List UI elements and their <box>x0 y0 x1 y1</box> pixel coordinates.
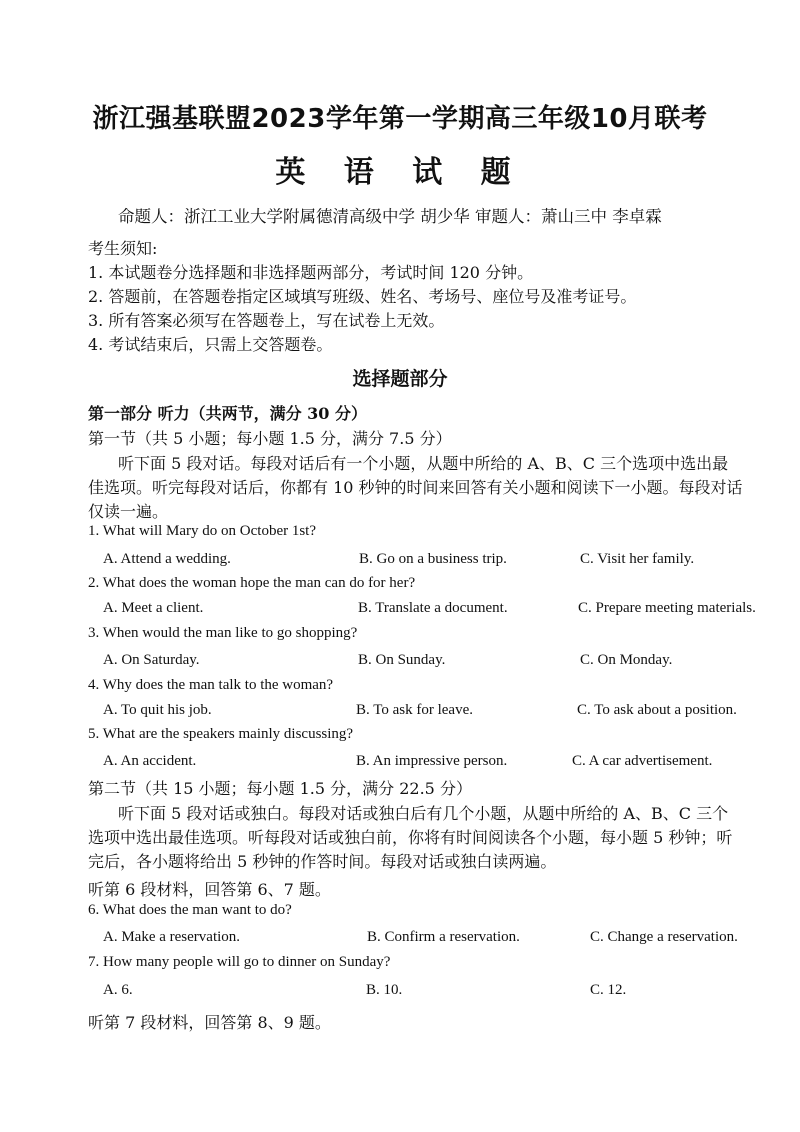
option-c: C. On Monday. <box>580 652 673 668</box>
notice-item: 1. 本试题卷分选择题和非选择题两部分，考试时间 120 分钟。 <box>88 263 534 282</box>
section1-instructions-line: 仅读一遍。 <box>88 502 169 521</box>
option-b: B. 10. <box>366 982 403 998</box>
material-instruction: 听第 7 段材料，回答第 8、9 题。 <box>88 1013 331 1032</box>
section2-heading: 第二节（共 15 小题；每小题 1.5 分，满分 22.5 分） <box>88 779 472 798</box>
exam-subtitle: 英 语 试 题 <box>275 155 525 190</box>
question-stem: 6. What does the man want to do? <box>88 902 292 918</box>
section2-instructions-line: 完后，各小题将给出 5 秒钟的作答时间。每段对话或独白读两遍。 <box>88 852 557 871</box>
option-c: C. Prepare meeting materials. <box>578 600 756 616</box>
exam-authors: 命题人：浙江工业大学附属德清高级中学 胡少华 审题人：萧山三中 李卓霖 <box>118 207 662 226</box>
option-c: C. To ask about a position. <box>577 702 737 718</box>
section2-instructions-line: 听下面 5 段对话或独白。每段对话或独白后有几个小题，从题中所给的 A、B、C 三个 <box>118 804 729 823</box>
notice-item: 3. 所有答案必须写在答题卷上，写在试卷上无效。 <box>88 311 445 330</box>
part1-heading: 第一部分 听力（共两节，满分 30 分） <box>88 404 367 423</box>
option-b: B. On Sunday. <box>358 652 446 668</box>
notice-heading: 考生须知: <box>88 239 158 258</box>
option-c: C. 12. <box>590 982 627 998</box>
option-c: C. Visit her family. <box>580 551 695 567</box>
option-a: A. Attend a wedding. <box>103 551 231 567</box>
material-instruction: 听第 6 段材料，回答第 6、7 题。 <box>88 880 331 899</box>
section-heading: 选择题部分 <box>352 368 448 390</box>
section1-instructions-line: 听下面 5 段对话。每段对话后有一个小题，从题中所给的 A、B、C 三个选项中选出最 <box>118 454 729 473</box>
option-a: A. On Saturday. <box>103 652 200 668</box>
section2-instructions-line: 选项中选出最佳选项。听每段对话或独白前，你将有时间阅读各个小题，每小题 5 秒钟；听 <box>88 828 733 847</box>
option-c: C. A car advertisement. <box>572 753 713 769</box>
option-b: B. An impressive person. <box>356 753 508 769</box>
option-b: B. Confirm a reservation. <box>367 929 520 945</box>
question-stem: 4. Why does the man talk to the woman? <box>88 677 334 693</box>
option-a: A. An accident. <box>103 753 197 769</box>
notice-item: 2. 答题前，在答题卷指定区域填写班级、姓名、考场号、座位号及准考证号。 <box>88 287 637 306</box>
option-b: B. Translate a document. <box>358 600 508 616</box>
notice-item: 4. 考试结束后，只需上交答题卷。 <box>88 335 333 354</box>
section1-instructions-line: 佳选项。听完每段对话后，你都有 10 秒钟的时间来回答有关小题和阅读下一小题。每段对话 <box>88 478 743 497</box>
section1-heading: 第一节（共 5 小题；每小题 1.5 分，满分 7.5 分） <box>88 429 452 448</box>
question-stem: 1. What will Mary do on October 1st? <box>88 523 317 539</box>
exam-title: 浙江强基联盟2023学年第一学期高三年级10月联考 <box>92 104 708 134</box>
option-b: B. Go on a business trip. <box>359 551 507 567</box>
option-a: A. Meet a client. <box>103 600 204 616</box>
option-a: A. To quit his job. <box>103 702 212 718</box>
option-a: A. Make a reservation. <box>103 929 241 945</box>
question-stem: 2. What does the woman hope the man can do for her? <box>88 575 416 591</box>
question-stem: 3. When would the man like to go shopping? <box>88 625 358 641</box>
option-a: A. 6. <box>103 982 133 998</box>
question-stem: 7. How many people will go to dinner on Sunday? <box>88 954 391 970</box>
option-b: B. To ask for leave. <box>356 702 473 718</box>
option-c: C. Change a reservation. <box>590 929 738 945</box>
question-stem: 5. What are the speakers mainly discussing? <box>88 726 354 742</box>
